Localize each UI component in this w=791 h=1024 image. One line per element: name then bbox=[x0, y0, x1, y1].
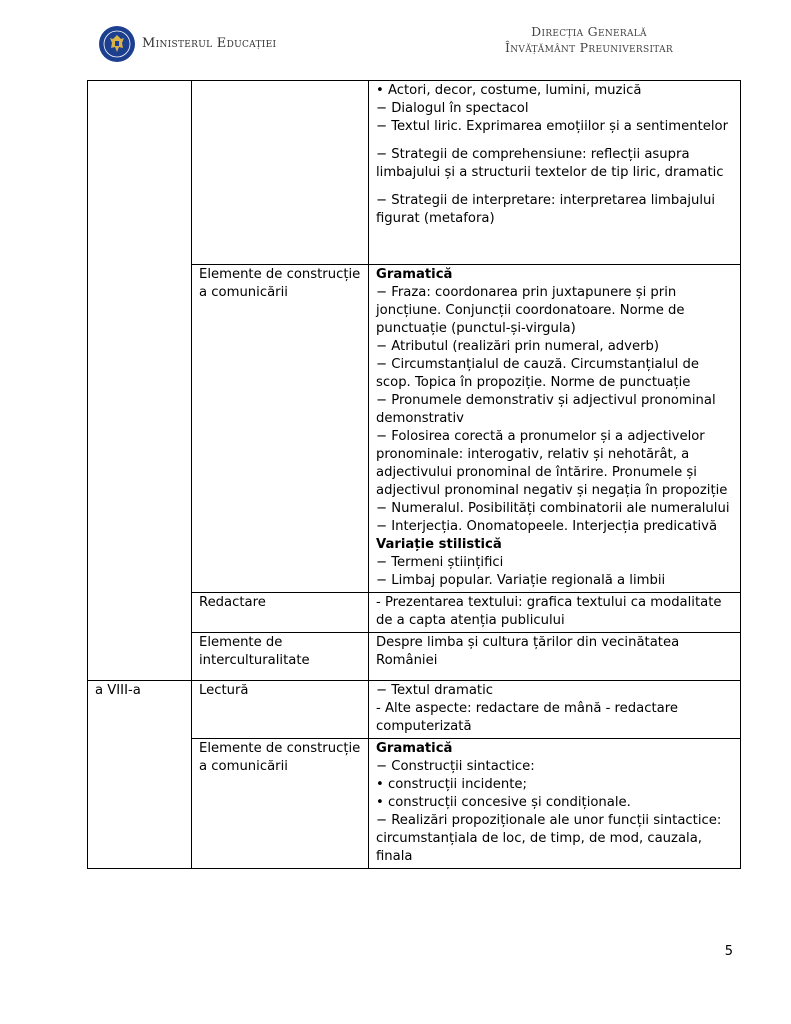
content-line: − Realizări propoziționale ale unor funcții sintactice: circumstanțiala de loc, de timp, de mod, cauzala, finala bbox=[376, 813, 722, 864]
grade-cell bbox=[88, 81, 192, 681]
curriculum-table bbox=[87, 80, 741, 869]
domain-cell bbox=[192, 81, 369, 265]
content-line: − Pronumele demonstrativ și adjectivul pronominal demonstrativ bbox=[376, 393, 716, 426]
content-line: − Folosirea corectă a pronumelor și a adjectivelor pronominale: interogativ, relativ și nehotărât, a adjectivului pronominal de întărire. Pronumele și adjectivul pronominal negativ și negația în propoziție bbox=[376, 429, 728, 498]
content-cell: Despre limba și cultura țărilor din vecinătatea României bbox=[369, 633, 741, 681]
content-line: • construcții incidente; bbox=[376, 777, 527, 792]
content-line: − Interjecția. Onomatopeele. Interjecția predicativă bbox=[376, 519, 718, 534]
table-row bbox=[88, 81, 741, 265]
domain-cell: Lectură bbox=[192, 681, 369, 739]
section-heading: Gramatică bbox=[376, 741, 453, 756]
domain-cell: Elemente de construcție a comunicării bbox=[192, 739, 369, 869]
page-number: 5 bbox=[724, 944, 733, 959]
page-header bbox=[0, 0, 791, 75]
content-line: − Fraza: coordonarea prin juxtapunere și prin joncțiune. Conjuncții coordonatoare. Norme de punctuație (punctul-și-virgula) bbox=[376, 285, 685, 336]
content-line: − Limbaj popular. Variație regională a limbii bbox=[376, 573, 666, 588]
content-line: • construcții concesive și condiționale. bbox=[376, 795, 631, 810]
content-cell bbox=[369, 265, 741, 593]
government-seal-logo bbox=[98, 25, 136, 63]
domain-cell: Elemente de interculturalitate bbox=[192, 633, 369, 681]
content-line: • Actori, decor, costume, lumini, muzică bbox=[376, 83, 642, 98]
content-line: − Textul liric. Exprimarea emoțiilor și a sentimentelor bbox=[376, 119, 729, 134]
domain-cell: Elemente de construcție a comunicării bbox=[192, 265, 369, 593]
directorate-line-1: Direcția Generală bbox=[531, 24, 647, 39]
content-line: − Textul dramatic bbox=[376, 683, 494, 698]
domain-cell: Redactare bbox=[192, 593, 369, 633]
content-line: - Alte aspecte: redactare de mână - redactare computerizată bbox=[376, 701, 678, 734]
grade-cell: a VIII-a bbox=[88, 681, 192, 869]
content-cell: - Prezentarea textului: grafica textului ca modalitate de a capta atenția publicului bbox=[369, 593, 741, 633]
table-row bbox=[88, 681, 741, 739]
ministry-name: Ministerul Educației bbox=[142, 36, 277, 51]
directorate-line-2: Învățământ Preuniversitar bbox=[504, 40, 673, 55]
content-line: − Numeralul. Posibilități combinatorii ale numeralului bbox=[376, 501, 730, 516]
section-heading: Gramatică bbox=[376, 267, 453, 282]
content-cell bbox=[369, 81, 741, 265]
content-line: − Strategii de comprehensiune: reflecții asupra limbajului și a structurii textelor de tip liric, dramatic bbox=[376, 147, 724, 180]
directorate-name bbox=[505, 24, 673, 56]
content-cell bbox=[369, 739, 741, 869]
content-line: − Construcții sintactice: bbox=[376, 759, 535, 774]
content-line: − Atributul (realizări prin numeral, adverb) bbox=[376, 339, 660, 354]
content-line: − Termeni științifici bbox=[376, 555, 504, 570]
content-line: − Strategii de interpretare: interpretarea limbajului figurat (metafora) bbox=[376, 193, 716, 226]
content-cell bbox=[369, 681, 741, 739]
content-line: − Dialogul în spectacol bbox=[376, 101, 529, 116]
section-heading: Variație stilistică bbox=[376, 537, 502, 552]
content-line: − Circumstanțialul de cauză. Circumstanțialul de scop. Topica în propoziție. Norme de punctuație bbox=[376, 357, 699, 390]
